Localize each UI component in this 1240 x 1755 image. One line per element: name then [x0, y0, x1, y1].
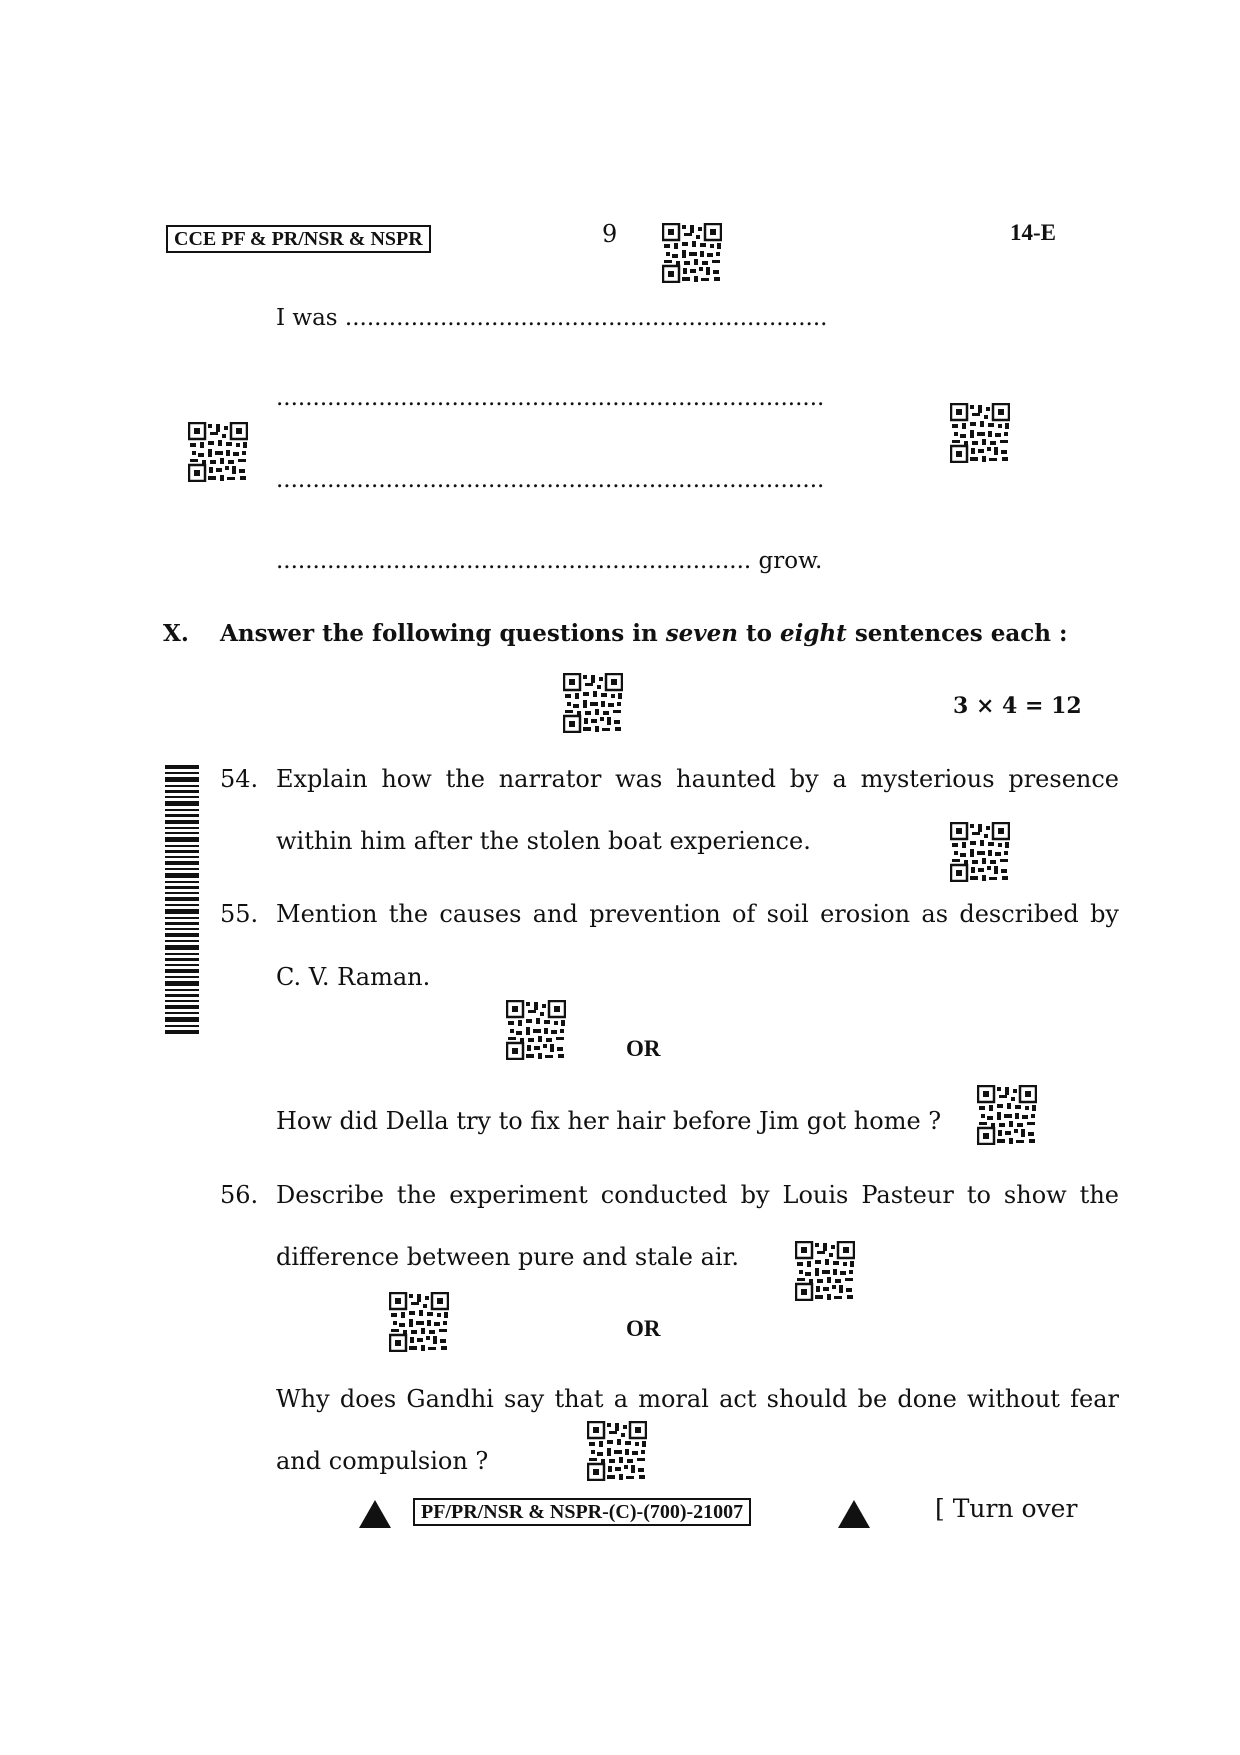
qr-code-icon	[506, 1000, 566, 1060]
question-55-line-2: C. V. Raman.	[276, 963, 431, 991]
page-number: 9	[602, 220, 618, 248]
qr-code-icon	[795, 1241, 855, 1301]
question-55-line-1: Mention the causes and prevention of soil erosion as described by	[276, 900, 1119, 928]
instruction-mid: to	[738, 620, 780, 647]
footer-code-box: PF/PR/NSR & NSPR-(C)-(700)-21007	[413, 1498, 751, 1526]
section-number: X.	[163, 620, 189, 647]
or-label: OR	[626, 1316, 661, 1341]
section-instruction	[220, 620, 1067, 647]
qr-code-icon	[563, 673, 623, 733]
fill-line-4: ................................................................. grow.	[276, 548, 823, 574]
question-54-line-2: within him after the stolen boat experience.	[276, 827, 811, 855]
qr-code-icon	[662, 223, 722, 283]
qr-code-icon	[950, 403, 1010, 463]
triangle-marker-icon	[359, 1500, 391, 1528]
qr-code-icon	[188, 422, 248, 482]
question-number-56: 56.	[220, 1181, 259, 1209]
question-number-54: 54.	[220, 765, 259, 793]
question-56-alternative-line-2: and compulsion ?	[276, 1447, 489, 1475]
qr-code-icon	[977, 1085, 1037, 1145]
fill-line-2: ...........................................................................	[276, 385, 825, 411]
section-marks: 3 × 4 = 12	[953, 693, 1082, 719]
barcode-icon	[165, 765, 199, 1035]
qr-code-icon	[389, 1292, 449, 1352]
instruction-emphasis-2: eight	[780, 620, 847, 647]
question-number-55: 55.	[220, 900, 259, 928]
qr-code-icon	[587, 1421, 647, 1481]
instruction-suffix: sentences each :	[846, 620, 1068, 647]
instruction-prefix: Answer the following questions in	[220, 620, 666, 647]
question-56-line-2: difference between pure and stale air.	[276, 1243, 740, 1271]
triangle-marker-icon	[838, 1500, 870, 1528]
qr-code-icon	[950, 822, 1010, 882]
header-code-box: CCE PF & PR/NSR & NSPR	[166, 225, 431, 253]
instruction-emphasis-1: seven	[665, 620, 739, 647]
fill-line-1: I was ..................................................................	[276, 305, 828, 331]
question-54-line-1: Explain how the narrator was haunted by a mysterious presence	[276, 765, 1119, 793]
fill-line-3: ...........................................................................	[276, 467, 825, 493]
question-56-alternative-line-1: Why does Gandhi say that a moral act should be done without fear	[276, 1385, 1119, 1413]
question-55-alternative: How did Della try to fix her hair before Jim got home ?	[276, 1107, 942, 1135]
or-label: OR	[626, 1036, 661, 1061]
paper-code: 14-E	[1010, 220, 1056, 245]
turn-over-label: [ Turn over	[935, 1494, 1078, 1523]
question-56-line-1: Describe the experiment conducted by Louis Pasteur to show the	[276, 1181, 1119, 1209]
